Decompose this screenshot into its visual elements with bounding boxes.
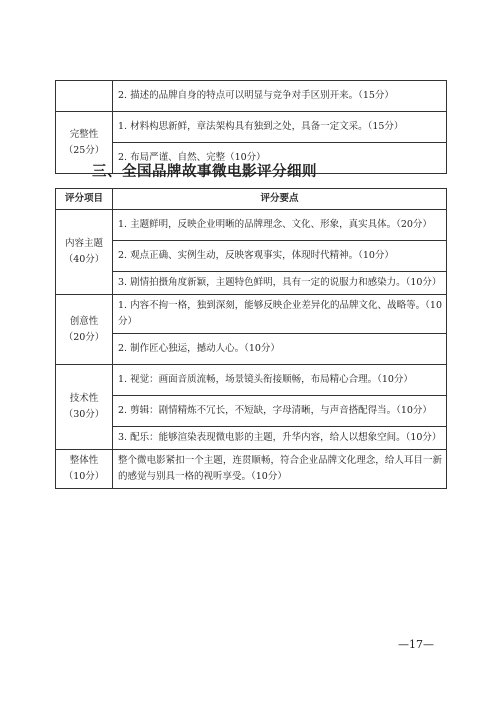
category-cell-empty (56, 81, 113, 112)
header-item: 评分项目 (56, 189, 113, 210)
criterion-item: 整个微电影紧扣一个主题，连贯顺畅，符合企业品牌文化理念，给人耳目一新的感觉与别具一格的视听享受。（10分） (113, 450, 447, 489)
category-name: 完整性 (69, 128, 99, 140)
criterion-item: 2. 布局严谨、自然、完整（10分） (113, 143, 447, 174)
table-row (56, 81, 447, 112)
category-cell (56, 295, 113, 365)
category-cell (56, 365, 113, 450)
criterion-item: 3. 配乐：能够渲染表现微电影的主题，升华内容，给人以想象空间。（10分） (113, 427, 447, 450)
scoring-table (55, 188, 447, 489)
criterion-item: 1. 主题鲜明，反映企业明晰的品牌理念、文化、形象，真实具体。（20分） (113, 210, 447, 241)
category-name: 整体性 (69, 455, 99, 466)
category-score: （25分） (63, 144, 105, 156)
category-name: 创意性 (69, 315, 99, 327)
header-points: 评分要点 (113, 189, 447, 210)
category-score: （10分） (63, 471, 105, 482)
category-cell (56, 210, 113, 295)
criterion-item: 2. 制作匠心独运，撼动人心。（10分） (113, 334, 447, 365)
category-cell (56, 450, 113, 489)
table-row (56, 210, 447, 241)
table-row (56, 272, 447, 295)
criterion-item: 1. 内容不拘一格，独到深刻，能够反映企业差异化的品牌文化、战略等。（10分） (113, 295, 447, 334)
table-row (56, 450, 447, 489)
criterion-item: 1. 视觉：画面音质流畅，场景镜头衔接顺畅，布局精心合理。（10分） (113, 365, 447, 396)
category-score: （20分） (63, 331, 105, 343)
criterion-item: 3. 剧情拍摄角度新颖，主题特色鲜明，具有一定的说服力和感染力。（10分） (113, 272, 447, 295)
table-row (56, 427, 447, 450)
table-row (56, 241, 447, 272)
criterion-item: 2. 观点正确、实例生动，反映客观事实，体现时代精神。（10分） (113, 241, 447, 272)
table-row (56, 112, 447, 143)
table-row (56, 365, 447, 396)
table-header-row (56, 189, 447, 210)
criterion-item: 1. 材料构思新鲜，章法架构具有独到之处，具备一定文采。（15分） (113, 112, 447, 143)
table-row (56, 396, 447, 427)
table-row (56, 295, 447, 334)
criterion-item: 2. 描述的品牌自身的特点可以明显与竞争对手区别开来。（15分） (113, 81, 447, 112)
category-score: （30分） (63, 409, 105, 420)
category-name: 内容主题 (64, 238, 103, 249)
category-score: （40分） (63, 254, 105, 265)
table-row (56, 334, 447, 365)
section-heading: 三、全国品牌故事微电影评分细则 (92, 164, 317, 180)
page-number: —17— (398, 638, 434, 651)
category-name: 技术性 (69, 393, 99, 404)
criterion-item: 2. 剪辑：剧情精炼不冗长，不短缺，字母清晰，与声音搭配得当。（10分） (113, 396, 447, 427)
